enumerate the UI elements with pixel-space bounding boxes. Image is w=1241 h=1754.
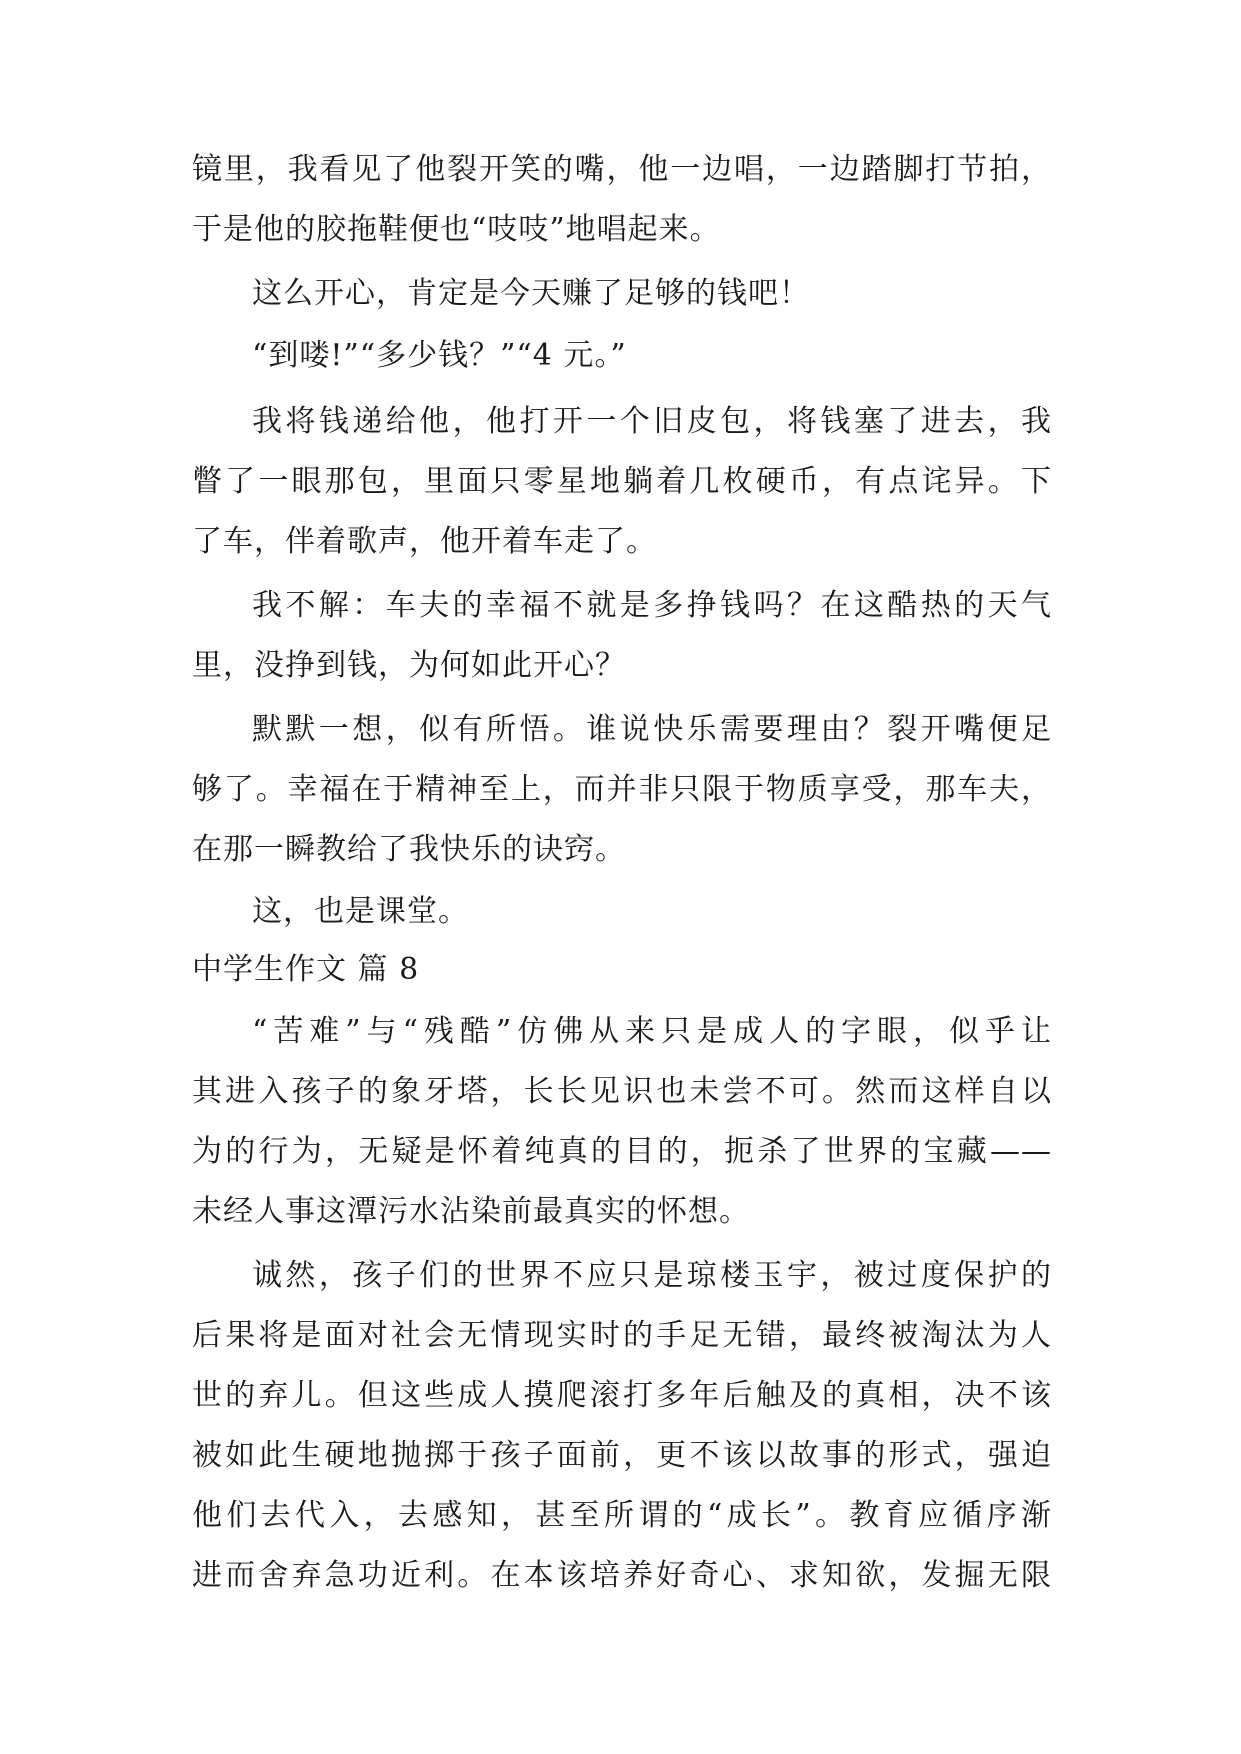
text-line: 瞥了一眼那包，里面只零星地躺着几枚硬币，有点诧异。下 xyxy=(192,464,1052,499)
text-line: “苦难”与“残酷”仿佛从来只是成人的字眼，似乎让 xyxy=(252,1014,1052,1049)
text-line: 其进入孩子的象牙塔，长长见识也未尝不可。然而这样自以 xyxy=(192,1074,1052,1109)
text-line: 诚然，孩子们的世界不应只是琼楼玉宇，被过度保护的 xyxy=(252,1258,1052,1293)
text-line: 我将钱递给他，他打开一个旧皮包，将钱塞了进去，我 xyxy=(252,404,1052,439)
text-line: 镜里，我看见了他裂开笑的嘴，他一边唱，一边踏脚打节拍， xyxy=(192,152,1052,187)
text-line: 未经人事这潭污水沾染前最真实的怀想。 xyxy=(192,1194,750,1229)
text-line: 于是他的胶拖鞋便也“吱吱”地唱起来。 xyxy=(192,212,721,247)
text-line: 了车，伴着歌声，他开着车走了。 xyxy=(192,524,657,559)
section-heading: 中学生作文 篇 8 xyxy=(192,952,420,987)
text-line: “到喽!”“多少钱？”“4 元。” xyxy=(252,338,627,373)
text-line: 进而舍弃急功近利。在本该培养好奇心、求知欲，发掘无限 xyxy=(192,1558,1052,1593)
text-line: 为的行为，无疑是怀着纯真的目的，扼杀了世界的宝藏—— xyxy=(192,1134,1052,1169)
text-line: 里，没挣到钱，为何如此开心？ xyxy=(192,648,626,683)
text-line: 够了。幸福在于精神至上，而并非只限于物质享受，那车夫， xyxy=(192,772,1052,807)
text-line: 默默一想，似有所悟。谁说快乐需要理由？裂开嘴便足 xyxy=(252,712,1052,747)
text-line: 被如此生硬地抛掷于孩子面前，更不该以故事的形式，强迫 xyxy=(192,1438,1052,1473)
text-line: 这，也是课堂。 xyxy=(252,894,469,929)
text-line: 后果将是面对社会无情现实时的手足无错，最终被淘汰为人 xyxy=(192,1318,1052,1353)
text-line: 在那一瞬教给了我快乐的诀窍。 xyxy=(192,832,626,867)
text-line: 我不解：车夫的幸福不就是多挣钱吗？在这酷热的天气 xyxy=(252,588,1052,623)
text-line: 这么开心，肯定是今天赚了足够的钱吧！ xyxy=(252,276,810,311)
text-line: 他们去代入，去感知，甚至所谓的“成长”。教育应循序渐 xyxy=(192,1498,1052,1533)
text-line: 世的弃儿。但这些成人摸爬滚打多年后触及的真相，决不该 xyxy=(192,1378,1052,1413)
